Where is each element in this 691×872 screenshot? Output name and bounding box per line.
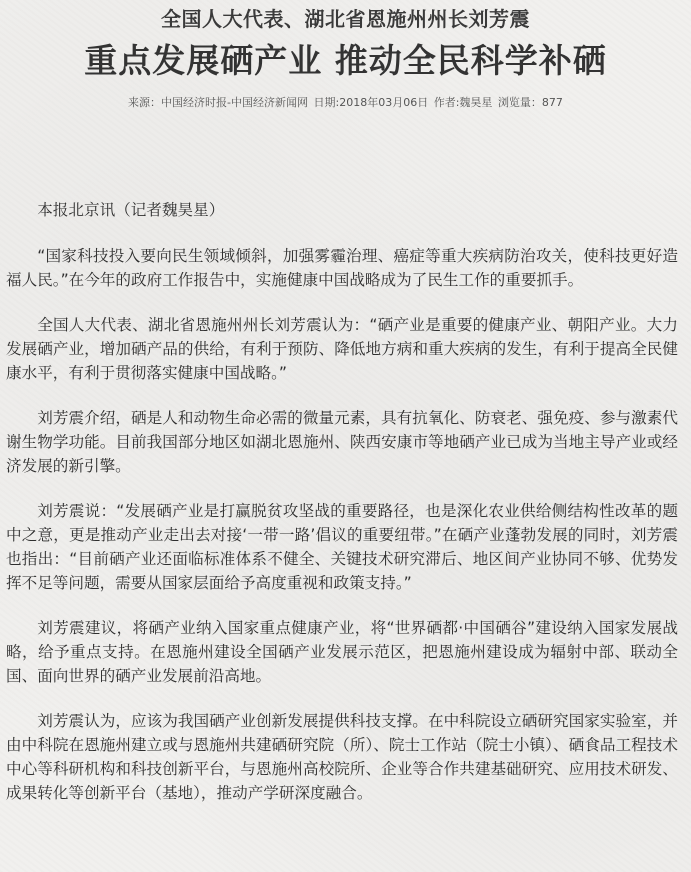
- meta-author: 作者:魏昊星: [433, 96, 493, 109]
- article-dateline: 本报北京讯（记者魏昊星）: [37, 201, 225, 219]
- article-title: 重点发展硒产业 推动全民科学补硒: [84, 41, 607, 80]
- meta-views: 浏览量：877: [497, 96, 563, 109]
- article-body: [6, 198, 678, 826]
- article-kicker: 全国人大代表、湖北省恩施州州长刘芳震: [161, 7, 530, 31]
- article-paragraph: 刘芳震认为，应该为我国硒产业创新发展提供科技支撑。在中科院设立硒研究国家实验室，并由中科院在恩施州建立或与恩施州共建硒研究院（所）、院士工作站（院士小镇）、硒食品工程技术中心等科研机构和科技创新平台，与恩施州高校院所、企业等合作共建基础研究、应用技术研发、成果转化等创新平台（基地），推动产学研深度融合。: [6, 712, 678, 802]
- article-paragraph: 刘芳震介绍，硒是人和动物生命必需的微量元素，具有抗氧化、防衰老、强免疫、参与激素代谢生物学功能。目前我国部分地区如湖北恩施州、陕西安康市等地硒产业已成为当地主导产业或经济发展的新引擎。: [6, 409, 678, 475]
- meta-date: 日期:2018年03月06日: [313, 96, 429, 109]
- meta-source: 来源：中国经济时报-中国经济新闻网: [128, 96, 309, 109]
- article-paragraph: 刘芳震建议，将硒产业纳入国家重点健康产业，将“世界硒都·中国硒谷”建设纳入国家发展战略，给予重点支持。在恩施州建设全国硒产业发展示范区，把恩施州建设成为辐射中部、联动全国、面向世界的硒产业发展前沿高地。: [6, 619, 678, 685]
- article-paragraph: 全国人大代表、湖北省恩施州州长刘芳震认为：“硒产业是重要的健康产业、朝阳产业。大力发展硒产业，增加硒产品的供给，有利于预防、降低地方病和重大疾病的发生，有利于提高全民健康水平，有利于贯彻落实健康中国战略。”: [6, 316, 678, 382]
- article-paragraph: “国家科技投入要向民生领域倾斜，加强雾霾治理、癌症等重大疾病防治攻关，使科技更好造福人民。”在今年的政府工作报告中，实施健康中国战略成为了民生工作的重要抓手。: [6, 247, 678, 289]
- article-paragraph: 刘芳震说：“发展硒产业是打赢脱贫攻坚战的重要路径，也是深化农业供给侧结构性改革的题中之意，更是推动产业走出去对接‘一带一路’倡议的重要纽带。”在硒产业蓬勃发展的同时，刘芳震也指出：“目前硒产业还面临标准体系不健全、关键技术研究滞后、地区间产业协同不够、优势发挥不足等问题，需要从国家层面给予高度重视和政策支持。”: [6, 502, 678, 592]
- article-meta: [0, 95, 691, 111]
